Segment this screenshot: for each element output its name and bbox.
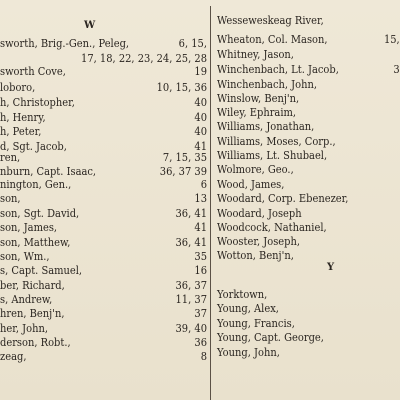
- index-entry: [0, 36, 207, 51]
- index-entry: [0, 235, 207, 250]
- entry-pages: 36, 37: [175, 279, 207, 292]
- index-entry: [0, 335, 207, 350]
- entry-name: her, John,: [0, 322, 49, 335]
- entry-pages: 40: [194, 96, 207, 109]
- index-entry: [217, 13, 400, 28]
- index-entry: [0, 95, 207, 110]
- entry-pages: 13: [194, 192, 207, 205]
- index-entry: [217, 77, 400, 92]
- index-entry: [0, 177, 207, 192]
- entry-name: Woodcock, Nathaniel,: [217, 221, 327, 234]
- entry-name: nburn, Capt. Isaac,: [0, 165, 97, 178]
- index-entry: [217, 134, 400, 149]
- entry-name: zeag,: [0, 350, 27, 363]
- index-entry: [0, 278, 207, 293]
- entry-pages: 36: [194, 336, 207, 349]
- index-entry: [0, 321, 207, 336]
- entry-pages: 8: [200, 350, 207, 363]
- entry-pages: 40: [194, 125, 207, 138]
- index-entry: [217, 162, 400, 177]
- entry-name: Wheaton, Col. Mason,: [217, 33, 328, 46]
- entry-name: son, James,: [0, 221, 58, 234]
- entry-name: Williams, Jonathan,: [217, 120, 315, 133]
- index-entry: [0, 80, 207, 95]
- entry-name: h, Peter,: [0, 125, 42, 138]
- entry-name: hren, Benj'n,: [0, 307, 65, 320]
- entry-pages: 36, 37 39: [159, 165, 207, 178]
- index-entry: [217, 32, 400, 47]
- index-entry: [217, 148, 400, 163]
- entry-name: Yorktown,: [217, 288, 268, 301]
- entry-pages: 36, 41: [175, 236, 207, 249]
- index-entry: [217, 62, 400, 77]
- entry-name: Winslow, Benj'n,: [217, 92, 300, 105]
- entry-pages: 37: [194, 307, 207, 320]
- index-entry: [217, 206, 400, 221]
- entry-pages: 19: [194, 65, 207, 78]
- index-entry: [0, 306, 207, 321]
- entry-name: Young, Alex,: [217, 302, 279, 315]
- index-entry: [0, 150, 207, 165]
- entry-name: nington, Gen.,: [0, 178, 72, 191]
- entry-name: son,: [0, 192, 21, 205]
- index-entry: [0, 124, 207, 139]
- entry-name: Woodard, Corp. Ebenezer,: [217, 192, 349, 205]
- letter-heading-w: W: [84, 20, 96, 31]
- entry-pages: 16: [194, 264, 207, 277]
- index-entry: [217, 248, 400, 263]
- index-entry: [217, 220, 400, 235]
- entry-pages: 3: [393, 63, 400, 76]
- index-entry: [0, 292, 207, 307]
- entry-name: Wooster, Joseph,: [217, 235, 301, 248]
- entry-name: son, Matthew,: [0, 236, 71, 249]
- column-divider: [210, 6, 211, 400]
- entry-name: ren,: [0, 151, 21, 164]
- entry-pages: 17, 18, 22, 23, 24, 25, 28: [81, 52, 207, 65]
- entry-name: Winchenbach, John,: [217, 78, 317, 91]
- index-entry: [217, 191, 400, 206]
- index-entry: [0, 206, 207, 221]
- entry-name: sworth, Brig.-Gen., Peleg,: [0, 37, 130, 50]
- index-entry: [217, 91, 400, 106]
- entry-name: Wotton, Benj'n,: [217, 249, 294, 262]
- entry-name: Young, Francis,: [217, 317, 295, 330]
- entry-name: son, Wm.,: [0, 250, 50, 263]
- entry-name: Williams, Moses, Corp.,: [217, 135, 336, 148]
- entry-name: Wolmore, Geo.,: [217, 163, 294, 176]
- entry-name: Williams, Lt. Shubael,: [217, 149, 328, 162]
- index-entry: [217, 234, 400, 249]
- index-entry: [217, 301, 400, 316]
- index-entry: [217, 47, 400, 62]
- entry-pages: 10, 15, 36: [156, 81, 207, 94]
- entry-name: Young, Capt. George,: [217, 331, 324, 344]
- index-entry: [0, 249, 207, 264]
- index-entry: [217, 330, 400, 345]
- index-entry: [0, 110, 207, 125]
- index-entry: [0, 263, 207, 278]
- entry-name: s, Capt. Samuel,: [0, 264, 83, 277]
- index-entry: [217, 105, 400, 120]
- entry-pages: 6: [200, 178, 207, 191]
- index-entry: [0, 220, 207, 235]
- index-entry: [217, 287, 400, 302]
- entry-name: Winchenbach, Lt. Jacob,: [217, 63, 339, 76]
- entry-pages: 11, 37: [175, 293, 207, 306]
- entry-name: d, Sgt. Jacob,: [0, 140, 67, 153]
- entry-name: sworth Cove,: [0, 65, 66, 78]
- index-entry: [0, 349, 207, 364]
- entry-name: Wiley, Ephraim,: [217, 106, 297, 119]
- entry-name: h, Henry,: [0, 111, 46, 124]
- index-entry: [217, 316, 400, 331]
- entry-pages: 15,: [383, 33, 400, 46]
- entry-pages: 7, 15, 35: [162, 151, 207, 164]
- index-entry: [217, 119, 400, 134]
- entry-pages: 41: [194, 221, 207, 234]
- entry-name: s, Andrew,: [0, 293, 53, 306]
- index-entry: [0, 191, 207, 206]
- entry-pages: 36, 41: [175, 207, 207, 220]
- entry-pages: 6, 15,: [178, 37, 207, 50]
- index-entry: [217, 177, 400, 192]
- entry-name: loboro,: [0, 81, 36, 94]
- entry-pages: 35: [194, 250, 207, 263]
- entry-pages: 39, 40: [175, 322, 207, 335]
- index-entry: [217, 345, 400, 360]
- entry-name: Wesseweskeag River,: [217, 14, 324, 27]
- letter-heading-y: Y: [327, 262, 335, 273]
- index-entry: [0, 64, 207, 79]
- entry-name: Young, John,: [217, 346, 280, 359]
- entry-name: Woodard, Joseph: [217, 207, 302, 220]
- entry-pages: 41: [194, 140, 207, 153]
- entry-name: Wood, James,: [217, 178, 285, 191]
- entry-pages: 40: [194, 111, 207, 124]
- entry-name: ber, Richard,: [0, 279, 65, 292]
- entry-name: h, Christopher,: [0, 96, 75, 109]
- entry-name: derson, Robt.,: [0, 336, 71, 349]
- entry-name: Whitney, Jason,: [217, 48, 294, 61]
- entry-name: son, Sgt. David,: [0, 207, 80, 220]
